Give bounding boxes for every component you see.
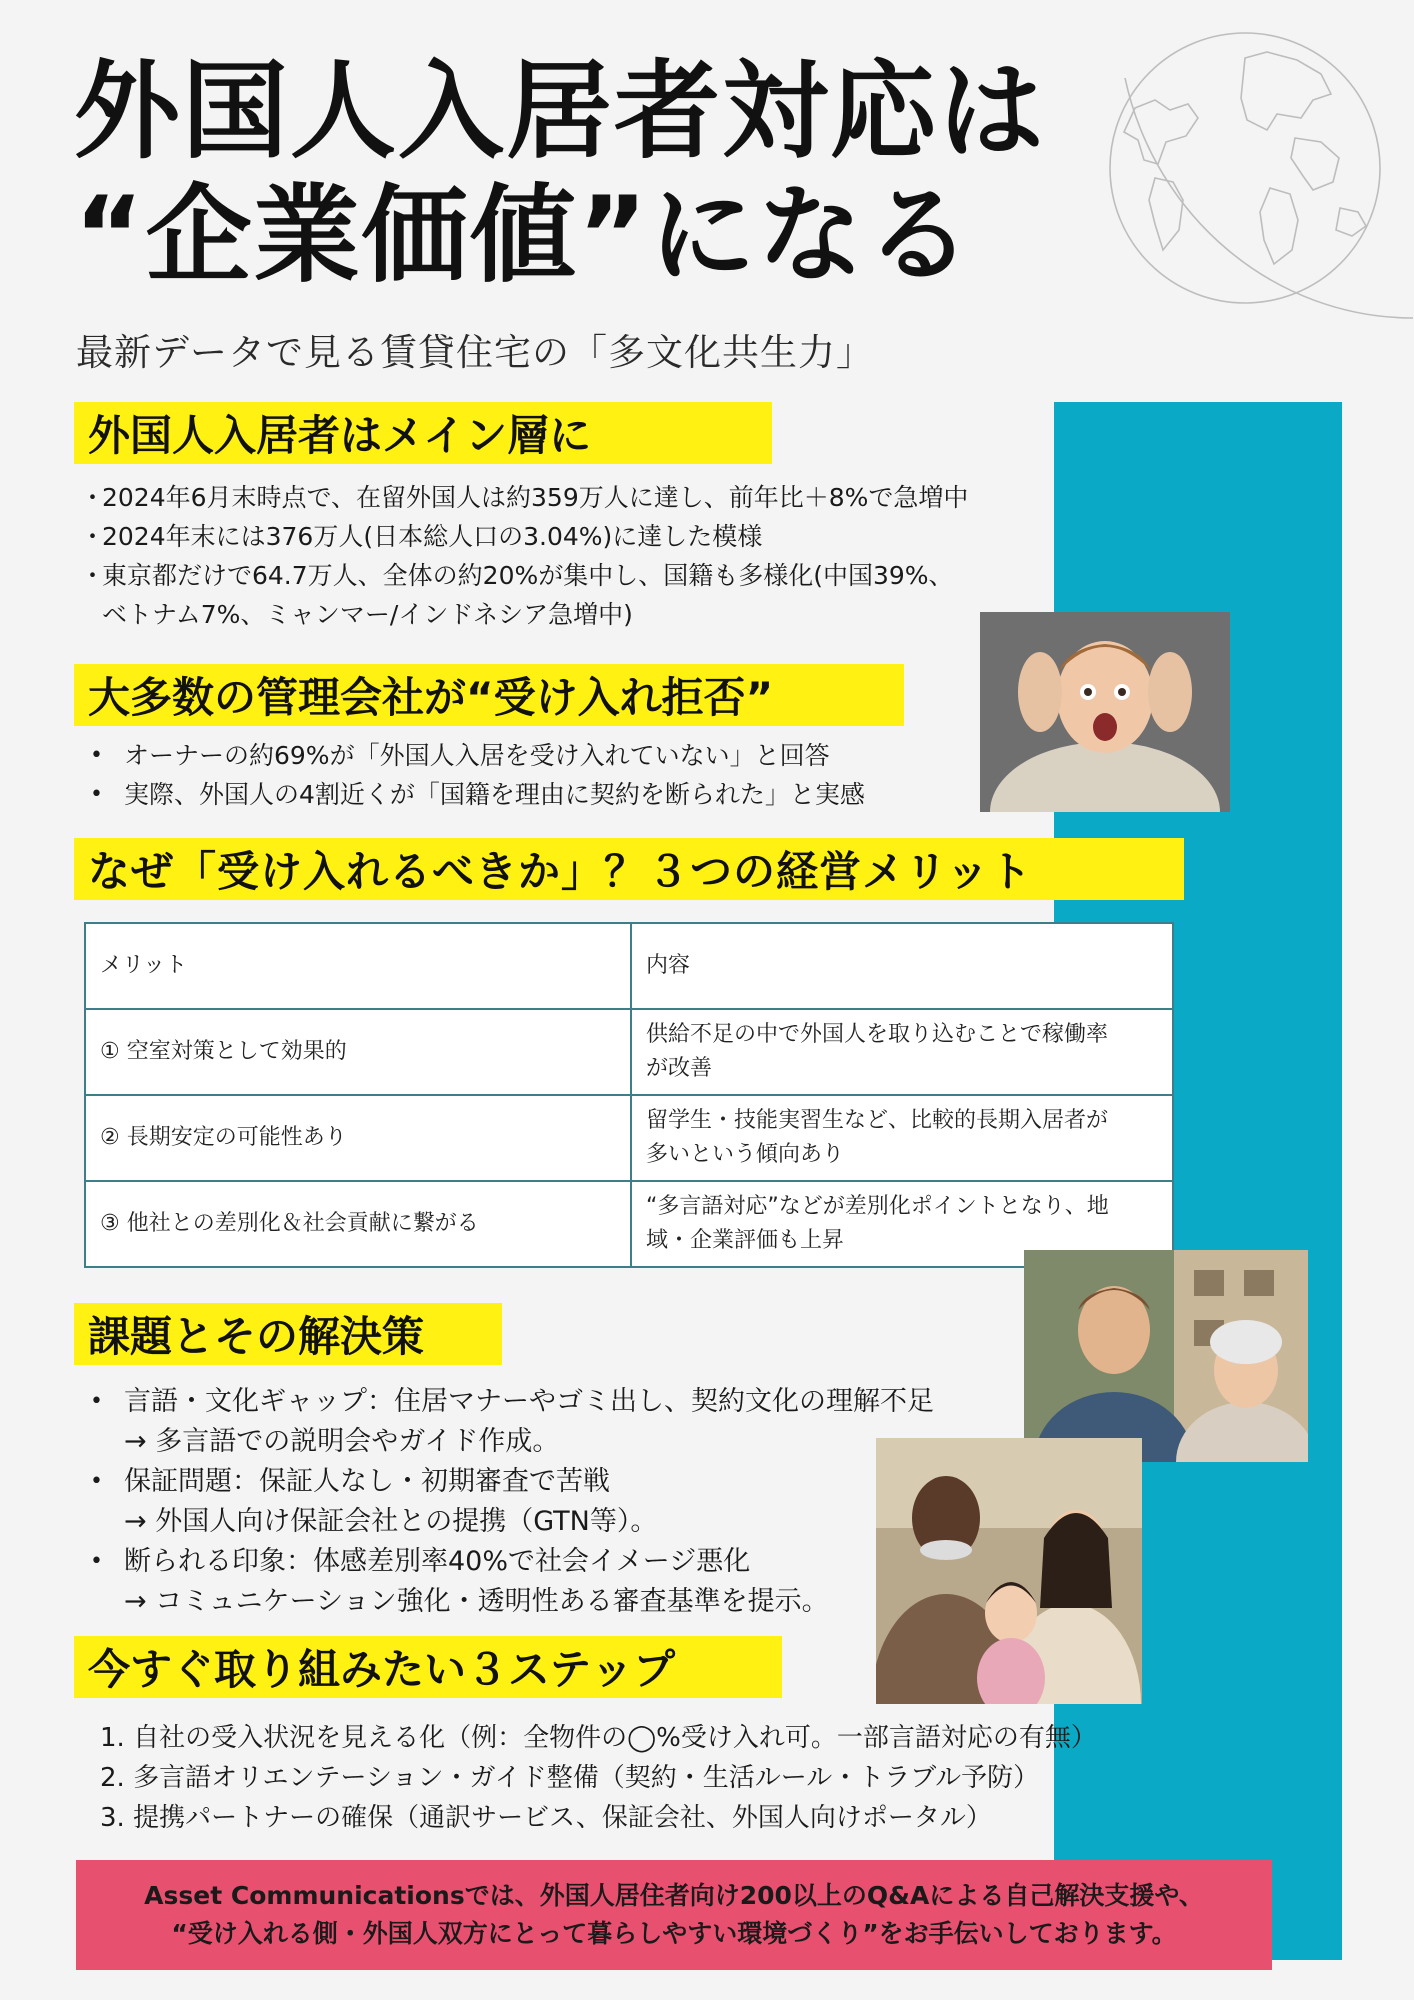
section-heading-three-steps: 今すぐ取り組みたい３ステップ (74, 1636, 782, 1698)
footer-line-1: Asset Communicationsでは、外国人居住者向け200以上のQ&Aによる自己解決支援や、 (144, 1881, 1204, 1910)
table-cell-content: “多言語対応”などが差別化ポイントとなり、地 域・企業評価も上昇 (631, 1181, 1173, 1267)
list-item: ・ 2024年6月末時点で、在留外国人は約359万人に達し、前年比＋8%で急増中 (80, 483, 969, 512)
section-heading-main-tenants: 外国人入居者はメイン層に (74, 402, 772, 464)
title-line-2: “企業価値”になる (74, 174, 974, 297)
list-item: 2. 多言語オリエンテーション・ガイド整備（契約・生活ルール・トラブル予防） (100, 1763, 1040, 1793)
list-item: 3. 提携パートナーの確保（通訳サービス、保証会社、外国人向けポータル） (100, 1803, 992, 1833)
list-item: ・ 東京都だけで64.7万人、全体の約20%が集中し、国籍も多様化(中国39%、 ベトナム7%、ミャンマー/インドネシア急増中) (80, 561, 954, 629)
young-man-elderly-woman-photo (1024, 1250, 1308, 1462)
main-tenants-list (80, 478, 968, 634)
page-title (74, 50, 1174, 298)
surprised-child-photo (980, 612, 1230, 812)
table-row (85, 1009, 1173, 1095)
table-header-row (85, 923, 1173, 1009)
rejection-list (86, 736, 865, 814)
footer-banner (76, 1860, 1272, 1970)
footer-line-2: “受け入れる側・外国人双方にとって暮らしやすい環境づくり”をお手伝いしております。 (171, 1919, 1177, 1948)
section-heading-challenges: 課題とその解決策 (74, 1303, 502, 1365)
list-item: • 断られる印象：体感差別率40%で社会イメージ悪化 → コミュニケーション強化・透明性ある審査基準を提示。 (90, 1546, 829, 1617)
steps-list (100, 1718, 1097, 1838)
table-header-cell: 内容 (631, 923, 1173, 1009)
table-header-cell: メリット (85, 923, 631, 1009)
table-cell-merit: ③ 他社との差別化＆社会貢献に繋がる (85, 1181, 631, 1267)
table-cell-merit: ① 空室対策として効果的 (85, 1009, 631, 1095)
table-cell-content: 留学生・技能実習生など、比較的長期入居者が 多いという傾向あり (631, 1095, 1173, 1181)
list-item: ・ 2024年末には376万人(日本総人口の3.04%)に達した模様 (80, 522, 763, 551)
list-item: • 実際、外国人の4割近くが「国籍を理由に契約を断られた」と実感 (90, 780, 865, 809)
list-item: • オーナーの約69%が「外国人入居を受け入れていない」と回答 (90, 741, 830, 770)
merit-table (84, 922, 1174, 1268)
page-subtitle: 最新データで見る賃貸住宅の「多文化共生力」 (76, 331, 874, 374)
title-line-1: 外国人入居者対応は (74, 50, 1046, 173)
table-row (85, 1095, 1173, 1181)
challenges-list (86, 1382, 934, 1622)
list-item: • 言語・文化ギャップ：住居マナーやゴミ出し、契約文化の理解不足 → 多言語での説明会やガイド作成。 (90, 1386, 934, 1457)
section-heading-merits: なぜ「受け入れるべきか」？３つの経営メリット (74, 838, 1184, 900)
list-item: 1. 自社の受入状況を見える化（例：全物件の◯%受け入れ可。一部言語対応の有無） (100, 1723, 1097, 1753)
section-heading-rejection: 大多数の管理会社が“受け入れ拒否” (74, 664, 904, 726)
list-item: • 保証問題：保証人なし・初期審査で苦戦 → 外国人向け保証会社との提携（GTN等）。 (90, 1466, 658, 1537)
table-row (85, 1181, 1173, 1267)
table-cell-content: 供給不足の中で外国人を取り込むことで稼働率 が改善 (631, 1009, 1173, 1095)
table-cell-merit: ② 長期安定の可能性あり (85, 1095, 631, 1181)
